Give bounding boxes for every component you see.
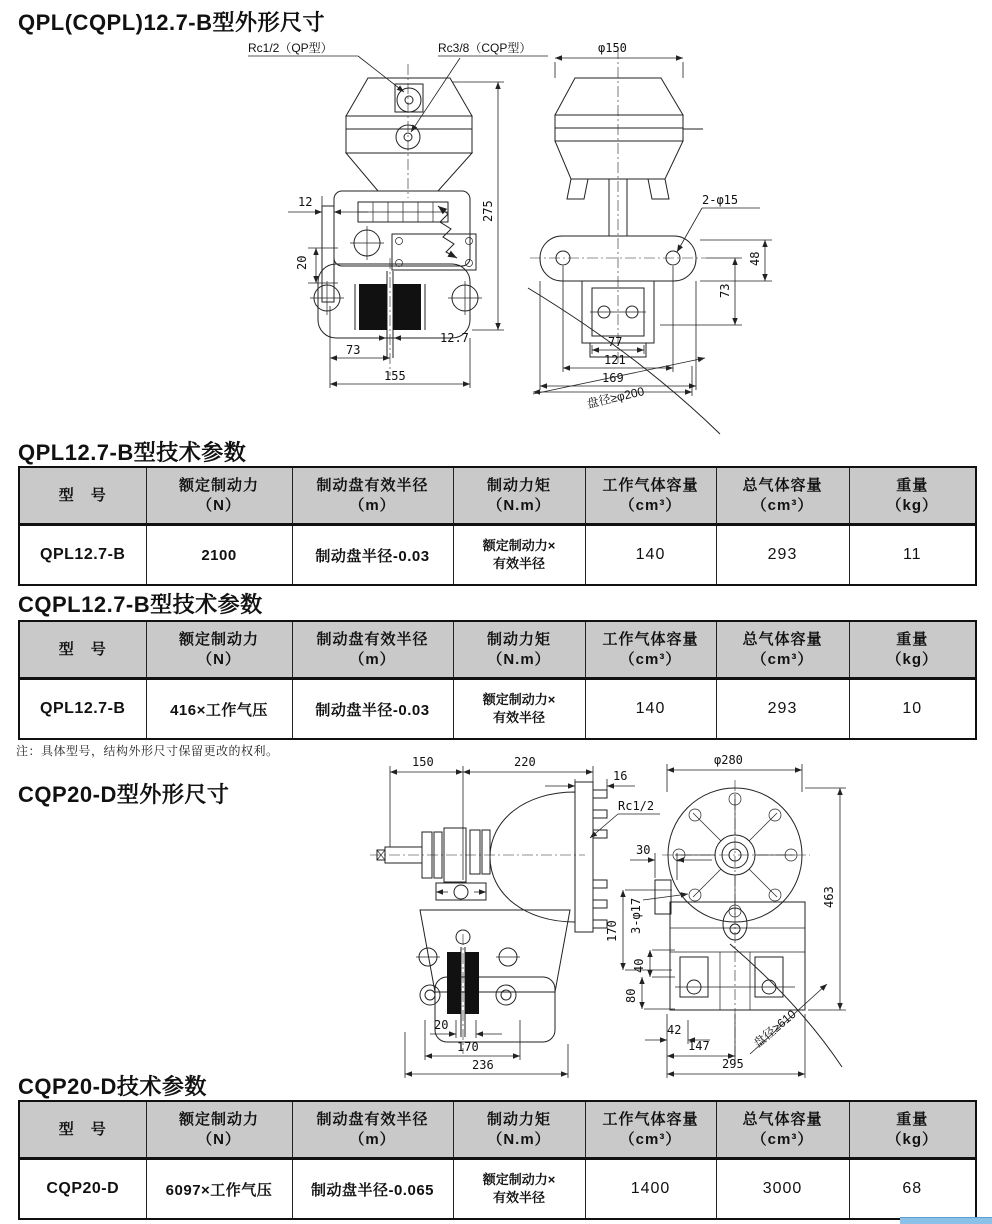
dim-label-phi280: φ280 <box>714 753 743 767</box>
dim-label-155: 155 <box>384 369 406 383</box>
table-row <box>19 1159 976 1220</box>
cell-model: CQP20-D <box>19 1159 146 1220</box>
header-unit: （cm³） <box>751 650 814 668</box>
cell-weight: 10 <box>849 679 976 740</box>
col-header-radius <box>292 1101 453 1159</box>
torque-line2: 有效半径 <box>492 556 545 571</box>
header-line: 制动力矩 <box>486 631 551 648</box>
cell-torque <box>453 679 585 740</box>
torque-line1: 额定制动力× <box>482 691 556 707</box>
header-unit: （kg） <box>886 496 938 514</box>
dim-label-20: 20 <box>295 255 309 270</box>
dim-label-73b: 73 <box>718 283 732 298</box>
header-line: 制动盘有效半径 <box>316 631 429 648</box>
section2-title: CQP20-D型外形尺寸 <box>18 782 230 807</box>
dim-label-48: 48 <box>748 251 762 266</box>
cqp20-side-view <box>370 782 607 1054</box>
qpl-right-view <box>528 48 720 434</box>
cell-torque <box>453 525 585 586</box>
qpl-right-dimensions <box>533 41 772 411</box>
cqp20-table-header <box>19 1101 976 1159</box>
qpl-outline-drawing <box>120 36 990 446</box>
cell-radius: 制动盘半径-0.03 <box>292 525 453 586</box>
spec-table-qpl <box>18 466 977 586</box>
cell-force: 6097×工作气压 <box>146 1159 292 1220</box>
header-line: 总气体容量 <box>742 1111 823 1128</box>
dim-label-phi150: φ150 <box>598 41 627 55</box>
col-header-torque <box>453 1101 585 1159</box>
col-header-work-volume <box>585 467 716 525</box>
qpl-table-header <box>19 467 976 525</box>
header-unit: （cm³） <box>619 650 682 668</box>
col-header-force <box>146 467 292 525</box>
table1-title: QPL12.7-B型技术参数 <box>18 440 247 465</box>
dim-label-disc200: 盘径≥φ200 <box>585 384 646 411</box>
col-header-weight <box>849 1101 976 1159</box>
header-line: 型 号 <box>58 1120 107 1138</box>
header-unit: （kg） <box>886 650 938 668</box>
cell-total-volume: 3000 <box>716 1159 849 1220</box>
dim-label-30: 30 <box>636 843 651 857</box>
cell-weight: 68 <box>849 1159 976 1220</box>
dim-label-275: 275 <box>481 200 495 222</box>
dim-label-236: 236 <box>472 1058 494 1072</box>
dim-label-16: 16 <box>613 769 628 783</box>
col-header-total-volume <box>716 467 849 525</box>
dim-label-147: 147 <box>688 1039 710 1053</box>
table-row <box>19 525 976 586</box>
spec-table-cqp20 <box>18 1100 977 1220</box>
header-line: 重量 <box>896 477 929 494</box>
col-header-weight <box>849 621 976 679</box>
torque-line2: 有效半径 <box>492 1190 545 1205</box>
header-unit: （N.m） <box>487 496 551 514</box>
col-header-force <box>146 1101 292 1159</box>
header-line: 重量 <box>896 1111 929 1128</box>
header-unit: （N.m） <box>487 650 551 668</box>
header-unit: （cm³） <box>619 496 682 514</box>
cell-force: 2100 <box>146 525 292 586</box>
dim-label-40: 40 <box>632 958 646 973</box>
header-unit: （m） <box>349 1130 396 1148</box>
dim-label-150: 150 <box>412 755 434 769</box>
cqpl-table-header <box>19 621 976 679</box>
header-unit: （N） <box>197 496 241 514</box>
col-header-model <box>19 621 146 679</box>
header-unit: （m） <box>349 496 396 514</box>
col-header-work-volume <box>585 621 716 679</box>
header-unit: （N.m） <box>487 1130 551 1148</box>
header-unit: （N） <box>197 1130 241 1148</box>
header-unit: （m） <box>349 650 396 668</box>
cell-total-volume: 293 <box>716 525 849 586</box>
footer-accent-bar <box>900 1217 992 1224</box>
table-row <box>19 679 976 740</box>
header-line: 工作气体容量 <box>602 631 699 648</box>
footnote: 注：具体型号，结构外形尺寸保留更改的权利。 <box>16 744 279 758</box>
cell-radius: 制动盘半径-0.065 <box>292 1159 453 1220</box>
torque-line1: 额定制动力× <box>482 1171 556 1187</box>
cell-torque <box>453 1159 585 1220</box>
qpl-left-view <box>310 64 482 376</box>
col-header-weight <box>849 467 976 525</box>
dim-label-rc38-cqp: Rc3/8（CQP型） <box>438 41 532 55</box>
header-line: 额定制动力 <box>178 631 259 648</box>
dim-label-463: 463 <box>822 886 836 908</box>
dim-label-80: 80 <box>624 988 638 1003</box>
header-line: 总气体容量 <box>742 477 823 494</box>
qpl-left-dimensions <box>248 40 548 388</box>
cell-model: QPL12.7-B <box>19 525 146 586</box>
cell-work-volume: 140 <box>585 679 716 740</box>
dim-label-295: 295 <box>722 1057 744 1071</box>
cell-total-volume: 293 <box>716 679 849 740</box>
header-line: 型 号 <box>58 640 107 658</box>
section1-title: QPL(CQPL)12.7-B型外形尺寸 <box>18 10 326 35</box>
header-line: 制动盘有效半径 <box>316 1111 429 1128</box>
col-header-radius <box>292 621 453 679</box>
col-header-torque <box>453 467 585 525</box>
dim-label-77: 77 <box>608 335 623 349</box>
dim-label-170a: 170 <box>457 1040 479 1054</box>
col-header-total-volume <box>716 1101 849 1159</box>
header-unit: （cm³） <box>619 1130 682 1148</box>
torque-line1: 额定制动力× <box>482 537 556 553</box>
header-line: 制动力矩 <box>486 477 551 494</box>
dim-label-rc12-qp: Rc1/2（QP型） <box>248 41 333 55</box>
header-line: 型 号 <box>58 486 107 504</box>
dim-label-rc12: Rc1/2 <box>618 799 655 813</box>
cell-radius: 制动盘半径-0.03 <box>292 679 453 740</box>
header-line: 重量 <box>896 631 929 648</box>
dim-label-12: 12 <box>298 195 313 209</box>
col-header-total-volume <box>716 621 849 679</box>
torque-line2: 有效半径 <box>492 710 545 725</box>
header-unit: （N） <box>197 650 241 668</box>
header-line: 工作气体容量 <box>602 1111 699 1128</box>
dim-label-12-7: 12.7 <box>440 331 469 345</box>
dim-label-220: 220 <box>514 755 536 769</box>
cell-weight: 11 <box>849 525 976 586</box>
cqp20-front-view <box>655 780 842 1067</box>
spec-table-cqpl <box>18 620 977 740</box>
cqp20-outline-drawing <box>330 752 990 1080</box>
col-header-work-volume <box>585 1101 716 1159</box>
cell-work-volume: 1400 <box>585 1159 716 1220</box>
dim-label-2-phi15: 2-φ15 <box>702 193 739 207</box>
dim-label-disc610: 盘径≥610 <box>750 1007 799 1051</box>
header-unit: （cm³） <box>751 496 814 514</box>
dim-label-42: 42 <box>667 1023 682 1037</box>
header-line: 总气体容量 <box>742 631 823 648</box>
col-header-model <box>19 1101 146 1159</box>
dim-label-73: 73 <box>346 343 361 357</box>
header-line: 额定制动力 <box>178 1111 259 1128</box>
header-line: 工作气体容量 <box>602 477 699 494</box>
col-header-radius <box>292 467 453 525</box>
cell-model: QPL12.7-B <box>19 679 146 740</box>
table3-title: CQP20-D技术参数 <box>18 1074 207 1099</box>
col-header-force <box>146 621 292 679</box>
col-header-torque <box>453 621 585 679</box>
header-line: 制动力矩 <box>486 1111 551 1128</box>
dim-label-3-phi17: 3-φ17 <box>629 897 643 934</box>
col-header-model <box>19 467 146 525</box>
dim-label-170b: 170 <box>605 920 619 942</box>
dim-label-121: 121 <box>604 353 626 367</box>
cell-work-volume: 140 <box>585 525 716 586</box>
header-line: 制动盘有效半径 <box>316 477 429 494</box>
table2-title: CQPL12.7-B型技术参数 <box>18 592 263 617</box>
dim-label-20b: 20 <box>434 1018 449 1032</box>
header-unit: （cm³） <box>751 1130 814 1148</box>
header-unit: （kg） <box>886 1130 938 1148</box>
header-line: 额定制动力 <box>178 477 259 494</box>
dim-label-169: 169 <box>602 371 624 385</box>
cell-force: 416×工作气压 <box>146 679 292 740</box>
